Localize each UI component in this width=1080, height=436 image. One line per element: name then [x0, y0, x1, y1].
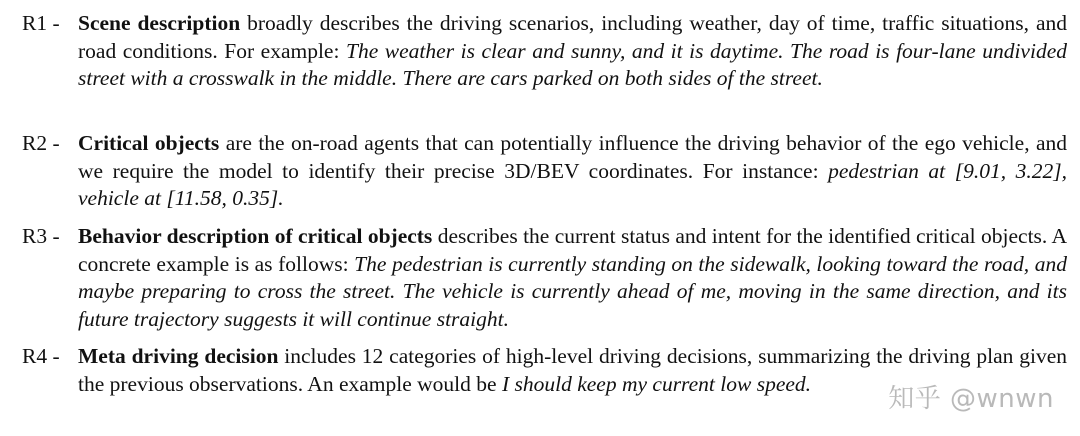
requirement-label: R1 -: [22, 11, 60, 35]
requirement-body: [78, 10, 1067, 93]
requirement-term: Scene description: [78, 11, 241, 35]
requirement-label: R4 -: [22, 344, 60, 368]
requirement-term: Meta driving decision: [78, 344, 279, 368]
requirement-r2: [22, 130, 1067, 213]
requirement-body: [78, 223, 1067, 333]
requirement-text: includes 12 categories of high-level driving decisions, summarizing the driving plan given the previous observations. An example would be: [78, 344, 1067, 396]
requirement-term: Behavior description of critical objects: [78, 224, 433, 248]
requirement-label: R2 -: [22, 131, 60, 155]
requirement-example: The weather is clear and sunny, and it is daytime. The road is four-lane undivided street with a crosswalk in the middle. There are cars parked on both sides of the street.: [78, 38, 1067, 90]
requirement-text: describes the current status and intent for the identified critical objects. A concrete example is as follows:: [78, 224, 1067, 276]
requirement-r3: [22, 223, 1067, 333]
requirement-r1: [22, 10, 1067, 93]
requirement-term: Critical objects: [78, 131, 220, 155]
requirement-text: are the on-road agents that can potentially influence the driving behavior of the ego vehicle, and we require the model to identify their precise 3D/BEV coordinates. For instance:: [78, 131, 1067, 183]
watermark: 知乎 @wnwn: [888, 384, 1054, 414]
requirement-example: The pedestrian is currently standing on the sidewalk, looking toward the road, and maybe preparing to cross the street. The vehicle is currently ahead of me, moving in the same direction, and its future trajectory suggests it will continue straight.: [78, 251, 1067, 331]
requirement-body: [78, 130, 1067, 213]
requirement-example: I should keep my current low speed.: [501, 371, 812, 396]
requirement-label: R3 -: [22, 224, 60, 248]
requirement-text: broadly describes the driving scenarios, including weather, day of time, traffic situations, and road conditions. For example:: [78, 11, 1067, 63]
requirement-example: pedestrian at [9.01, 3.22], vehicle at [11.58, 0.35].: [78, 158, 1067, 210]
